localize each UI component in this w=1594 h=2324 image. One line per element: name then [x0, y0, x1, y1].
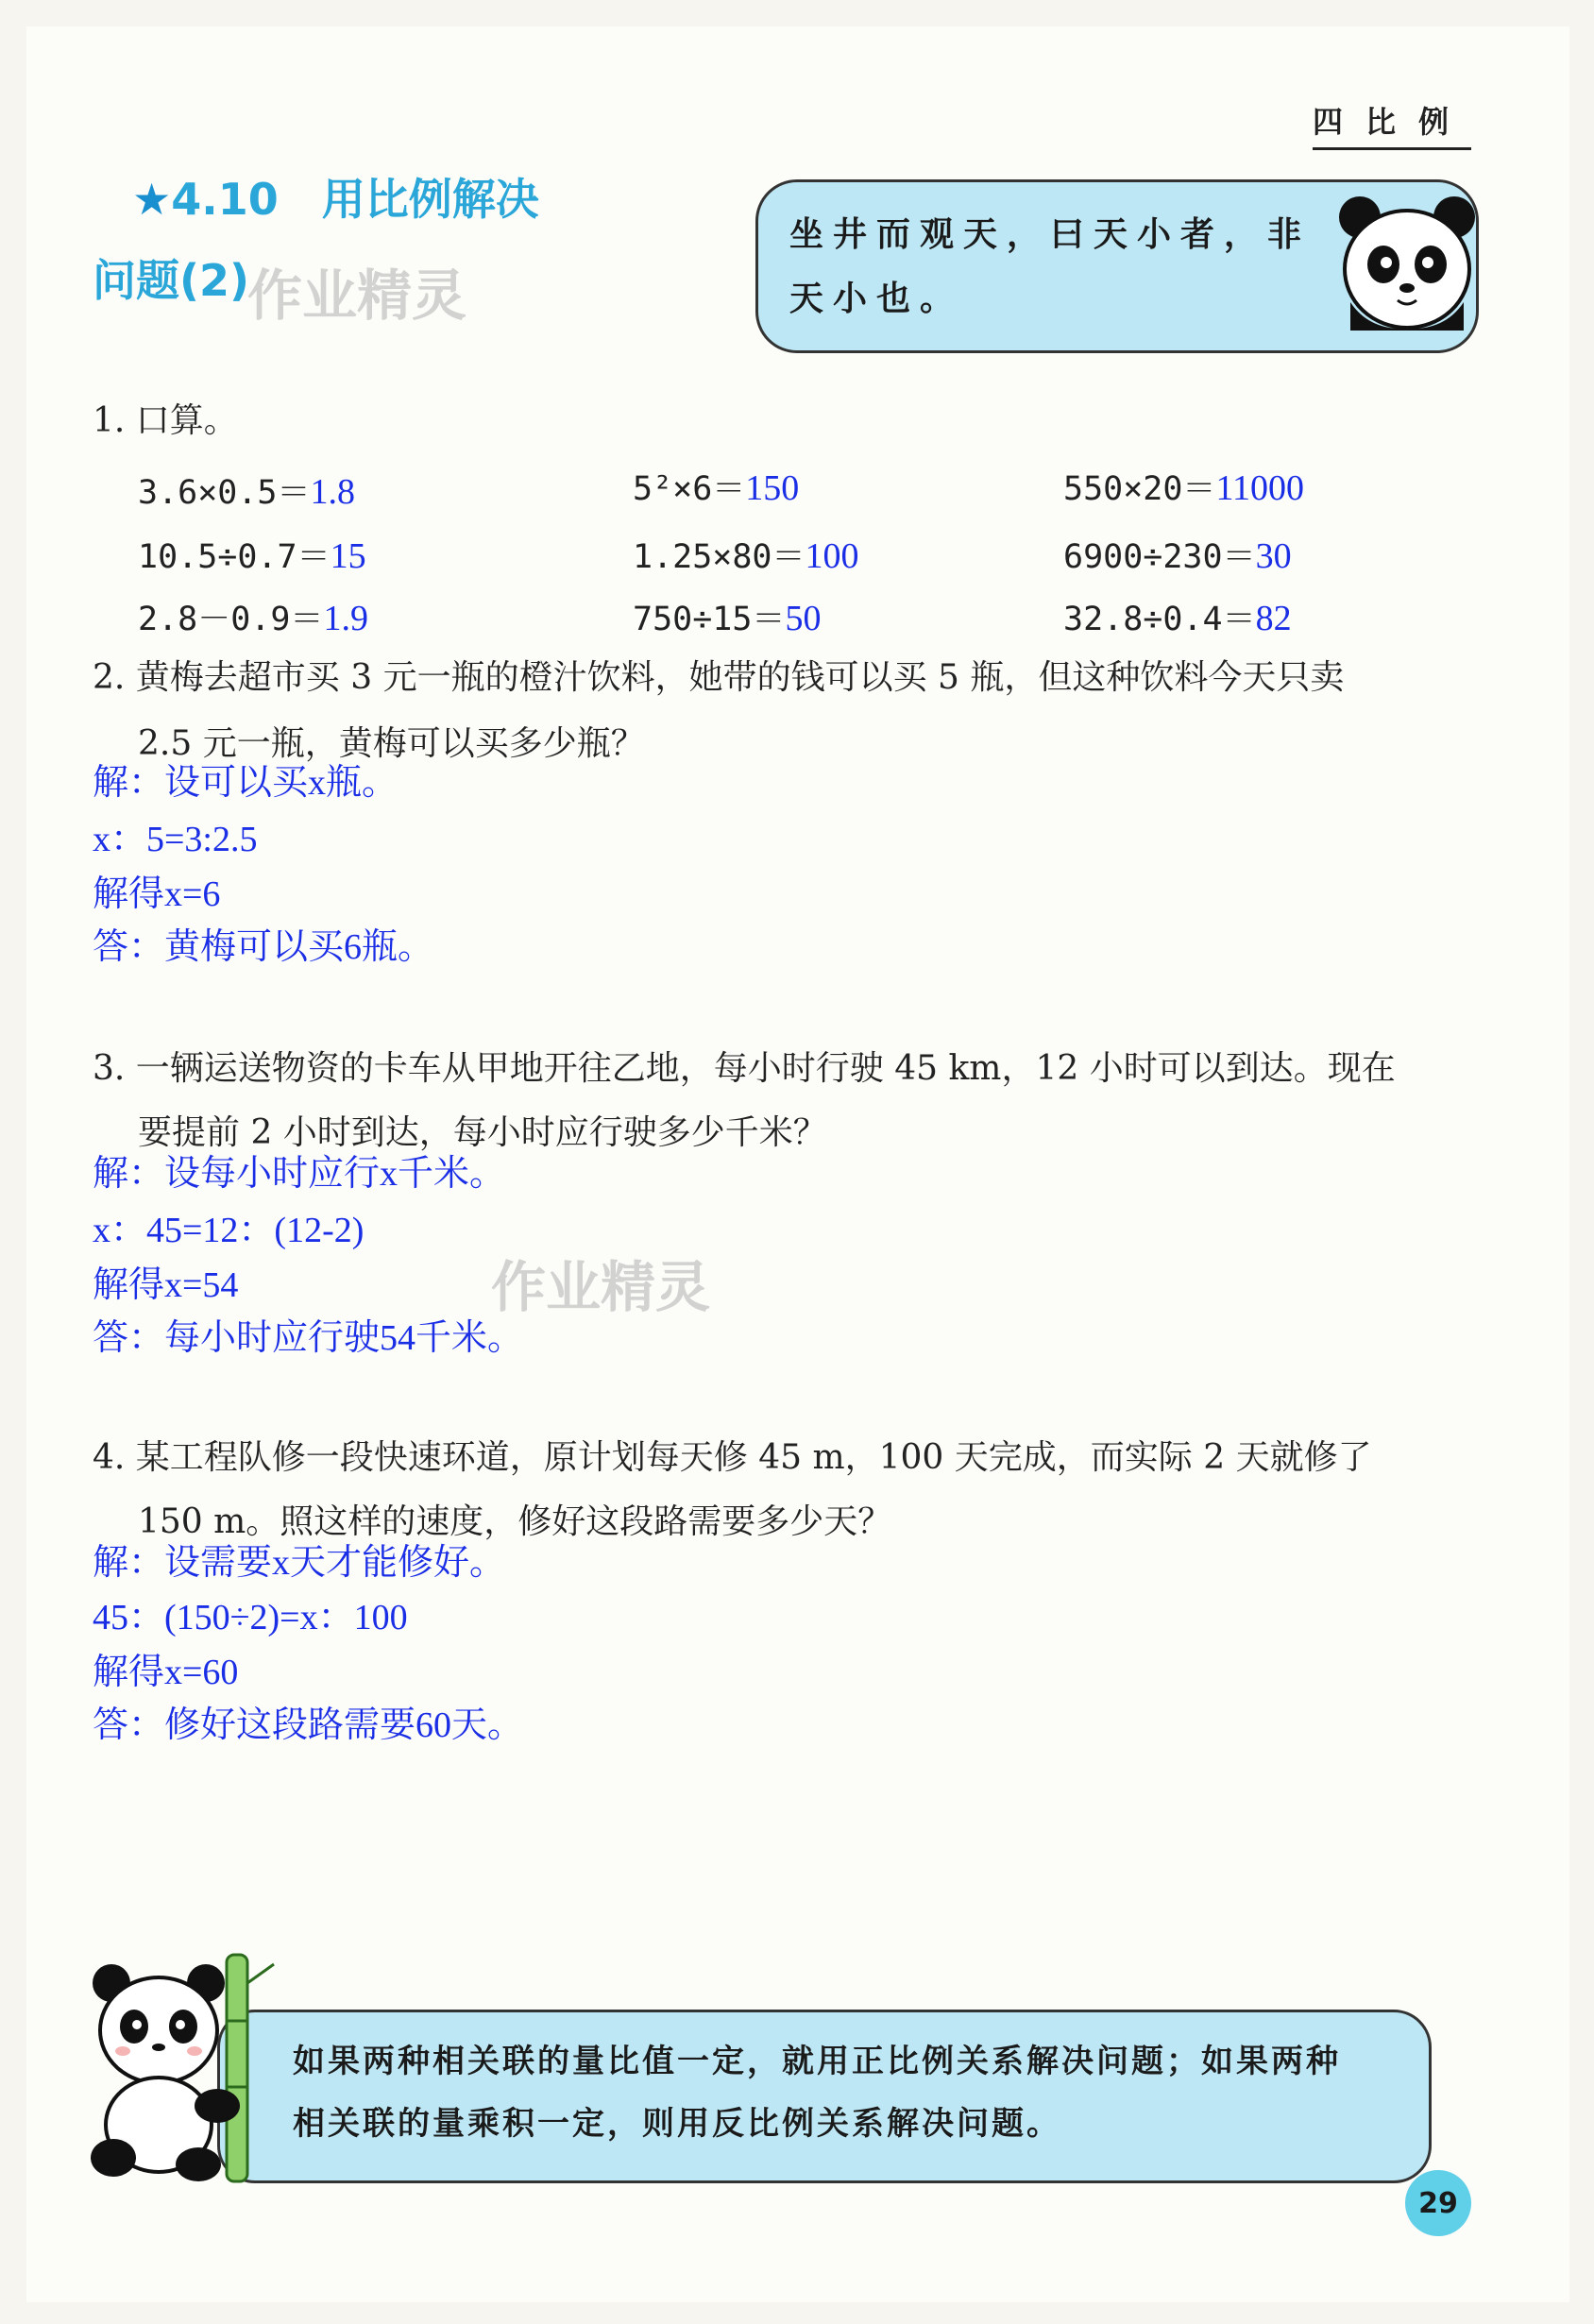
calc-item: 5²×6＝150	[633, 468, 800, 508]
title-text-1: 4.10 用比例解决	[171, 174, 539, 225]
section-header: 四比例	[1313, 98, 1471, 150]
q3-solution-line: x：45=12：(12-2)	[93, 1211, 365, 1250]
q4-solution-line: 45：(150÷2)=x：100	[93, 1598, 408, 1637]
q3-text-line1: 3. 一辆运送物资的卡车从甲地开往乙地，每小时行驶 45 km，12 小时可以到达。现在	[93, 1049, 1396, 1088]
q2-solution-line: 解得x=6	[93, 874, 221, 914]
q3-solution-line: 答：每小时应行驶54千米。	[93, 1318, 524, 1358]
q3-solution-line: 解得x=54	[93, 1265, 239, 1305]
q2-text-line2: 2.5 元一瓶，黄梅可以买多少瓶？	[138, 724, 645, 763]
q2-solution-line: x：5=3:2.5	[93, 820, 258, 859]
q2-solution-line: 答：黄梅可以买6瓶。	[93, 927, 434, 967]
star-icon: ★	[132, 174, 172, 225]
calc-item: 6900÷230＝30	[1063, 536, 1292, 576]
tip-text-line1: 如果两种相关联的量比值一定，就用正比例关系解决问题；如果两种	[293, 2043, 1341, 2080]
calc-item: 2.8－0.9＝1.9	[138, 599, 368, 638]
q4-text-line2: 150 m。照这样的速度，修好这段路需要多少天？	[138, 1502, 892, 1541]
q3-solution-line: 解：设每小时应行x千米。	[93, 1154, 506, 1194]
calc-item: 750÷15＝50	[633, 599, 822, 638]
tip-text	[293, 2030, 1407, 2155]
q3-text-line2: 要提前 2 小时到达，每小时应行驶多少千米？	[138, 1113, 827, 1152]
watermark-middle: 作业精灵	[491, 1255, 711, 1319]
calc-item: 1.25×80＝100	[633, 536, 859, 576]
calc-item: 550×20＝11000	[1063, 468, 1305, 508]
lesson-title-line1	[132, 174, 539, 225]
panda-face-icon	[1331, 189, 1483, 340]
watermark-top: 作业精灵	[247, 263, 467, 328]
tip-text-line2: 相关联的量乘积一定，则用反比例关系解决问题。	[293, 2105, 1061, 2143]
calc-item: 3.6×0.5＝1.8	[138, 472, 356, 512]
q2-solution-line: 解：设可以买x瓶。	[93, 763, 398, 803]
q1-label: 1. 口算。	[93, 401, 238, 440]
q4-solution-line: 解：设需要x天才能修好。	[93, 1543, 506, 1583]
q2-text-line1: 2. 黄梅去超市买 3 元一瓶的橙汁饮料，她带的钱可以买 5 瓶，但这种饮料今天只卖	[93, 658, 1345, 697]
page-number: 29	[1405, 2170, 1471, 2236]
lesson-title-line2: 问题(2)	[93, 255, 250, 306]
calc-item: 10.5÷0.7＝15	[138, 536, 366, 576]
q4-solution-line: 解得x=60	[93, 1653, 239, 1692]
calc-item: 32.8÷0.4＝82	[1063, 599, 1292, 638]
q4-text-line1: 4. 某工程队修一段快速环道，原计划每天修 45 m，100 天完成，而实际 2 天就修了	[93, 1438, 1372, 1477]
panda-bamboo-icon	[85, 1945, 283, 2191]
q4-solution-line: 答：修好这段路需要60天。	[93, 1705, 524, 1745]
quote-text: 坐井而观天，曰天小者，非天小也。	[789, 215, 1312, 318]
